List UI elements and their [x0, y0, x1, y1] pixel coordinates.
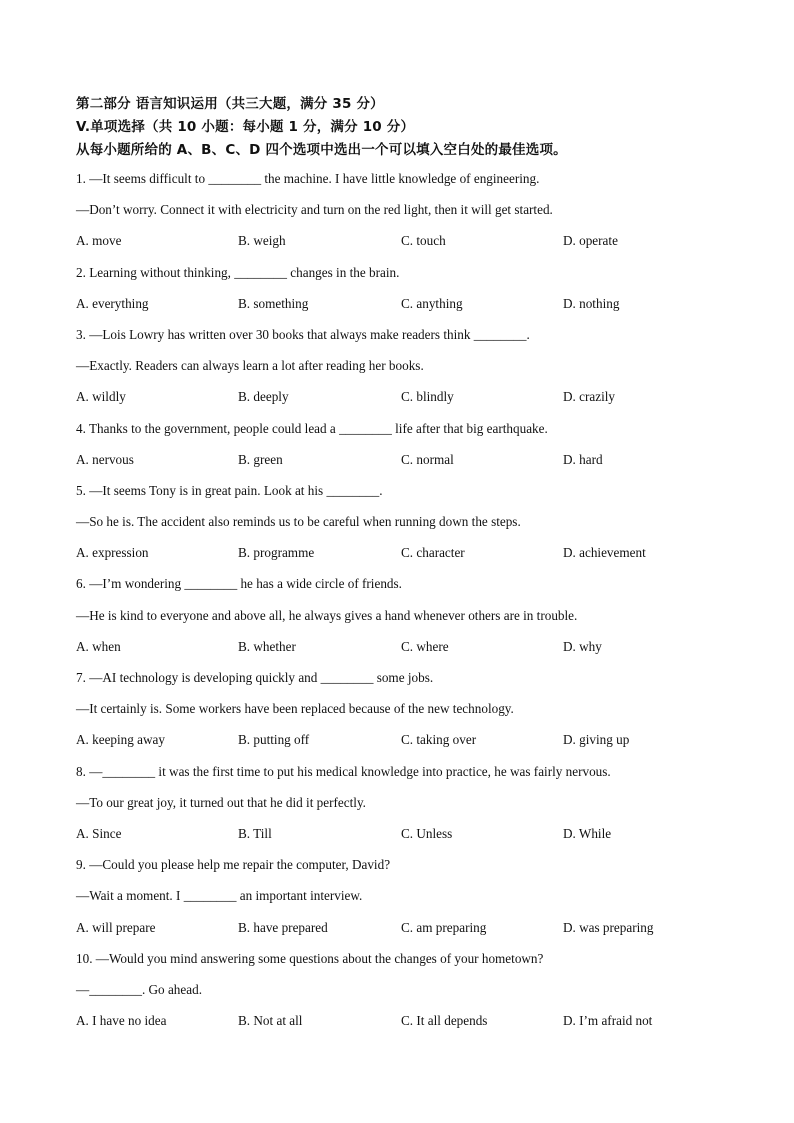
- option-d: D. hard: [563, 451, 603, 467]
- question-5-stem: 5. —It seems Tony is in great pain. Look at his ________.: [76, 482, 383, 498]
- question-9-stem: 9. —Could you please help me repair the computer, David?: [76, 857, 391, 873]
- question-8-options: [76, 818, 716, 849]
- question-3-stem: 3. —Lois Lowry has written over 30 books that always make readers think ________.: [76, 326, 530, 342]
- part-title: 第二部分 语言知识运用（共三大题，满分 35 分）: [76, 96, 384, 112]
- question-1-options: [76, 225, 716, 256]
- question-6-options: [76, 631, 716, 662]
- option-b: B. putting off: [238, 732, 310, 748]
- option-b: B. Till: [238, 825, 272, 841]
- question-4-stem: 4. Thanks to the government, people could lead a ________ life after that big earthquake.: [76, 420, 548, 436]
- question-1-stem: 1. —It seems difficult to ________ the machine. I have little knowledge of engineering.: [76, 171, 540, 186]
- question-2-stem: 2. Learning without thinking, ________ changes in the brain.: [76, 264, 400, 280]
- option-a: A. Since: [76, 825, 122, 841]
- option-b: B. Not at all: [238, 1013, 303, 1029]
- option-d: D. was preparing: [563, 919, 654, 935]
- option-b: B. deeply: [238, 389, 289, 405]
- question-4-options: [76, 444, 716, 475]
- option-d: D. operate: [563, 233, 618, 249]
- option-c: C. where: [401, 638, 449, 654]
- question-6-response: —He is kind to everyone and above all, he always gives a hand whenever others are in trouble.: [76, 607, 578, 623]
- option-d: D. I’m afraid not: [563, 1013, 653, 1029]
- exam-page: [76, 86, 716, 1036]
- option-c: C. character: [401, 545, 465, 561]
- question-3-options: [76, 381, 716, 412]
- section-title: V.单项选择（共 10 小题：每小题 1 分，满分 10 分）: [76, 119, 415, 135]
- option-a: A. nervous: [76, 451, 134, 467]
- question-9-options: [76, 912, 716, 943]
- option-a: A. expression: [76, 545, 149, 561]
- question-10-response: —________. Go ahead.: [76, 981, 202, 997]
- option-c: C. Unless: [401, 825, 453, 841]
- option-d: D. why: [563, 638, 602, 654]
- question-6-stem: 6. —I’m wondering ________ he has a wide circle of friends.: [76, 576, 402, 592]
- option-c: C. anything: [401, 295, 463, 311]
- option-c: C. am preparing: [401, 919, 487, 935]
- question-7-response: —It certainly is. Some workers have been replaced because of the new technology.: [76, 701, 514, 717]
- option-d: D. giving up: [563, 732, 630, 748]
- option-b: B. weigh: [238, 233, 286, 249]
- option-a: A. will prepare: [76, 919, 156, 935]
- option-b: B. something: [238, 295, 309, 311]
- question-8-stem: 8. —________ it was the first time to put his medical knowledge into practice, he was fairly nervous.: [76, 763, 611, 779]
- option-a: A. when: [76, 638, 121, 654]
- question-5-options: [76, 537, 716, 568]
- option-a: A. wildly: [76, 389, 126, 405]
- question-10-options: [76, 1005, 716, 1036]
- option-b: B. have prepared: [238, 919, 328, 935]
- option-d: D. nothing: [563, 295, 620, 311]
- option-d: D. achievement: [563, 545, 646, 561]
- option-c: C. touch: [401, 233, 446, 249]
- option-b: B. green: [238, 451, 283, 467]
- question-1-response: —Don’t worry. Connect it with electricity and turn on the red light, then it will get started.: [76, 202, 553, 218]
- option-a: A. move: [76, 233, 122, 249]
- option-c: C. It all depends: [401, 1013, 488, 1029]
- option-c: C. normal: [401, 451, 454, 467]
- question-7-stem: 7. —AI technology is developing quickly and ________ some jobs.: [76, 670, 434, 685]
- option-d: D. crazily: [563, 389, 615, 405]
- question-8-response: —To our great joy, it turned out that he did it perfectly.: [76, 794, 366, 810]
- question-5-response: —So he is. The accident also reminds us to be careful when running down the steps.: [76, 514, 521, 530]
- question-7-options: [76, 724, 716, 755]
- instructions: 从每小题所给的 A、B、C、D 四个选项中选出一个可以填入空白处的最佳选项。: [76, 142, 567, 158]
- option-b: B. programme: [238, 545, 315, 561]
- option-b: B. whether: [238, 638, 296, 654]
- option-c: C. blindly: [401, 389, 454, 405]
- question-2-options: [76, 288, 716, 319]
- question-9-response: —Wait a moment. I ________ an important interview.: [76, 888, 363, 904]
- option-c: C. taking over: [401, 732, 477, 748]
- option-a: A. keeping away: [76, 732, 165, 748]
- option-d: D. While: [563, 825, 612, 841]
- question-10-stem: 10. —Would you mind answering some questions about the changes of your hometown?: [76, 950, 544, 966]
- question-3-response: —Exactly. Readers can always learn a lot after reading her books.: [76, 358, 424, 374]
- option-a: A. everything: [76, 295, 149, 311]
- option-a: A. I have no idea: [76, 1013, 167, 1029]
